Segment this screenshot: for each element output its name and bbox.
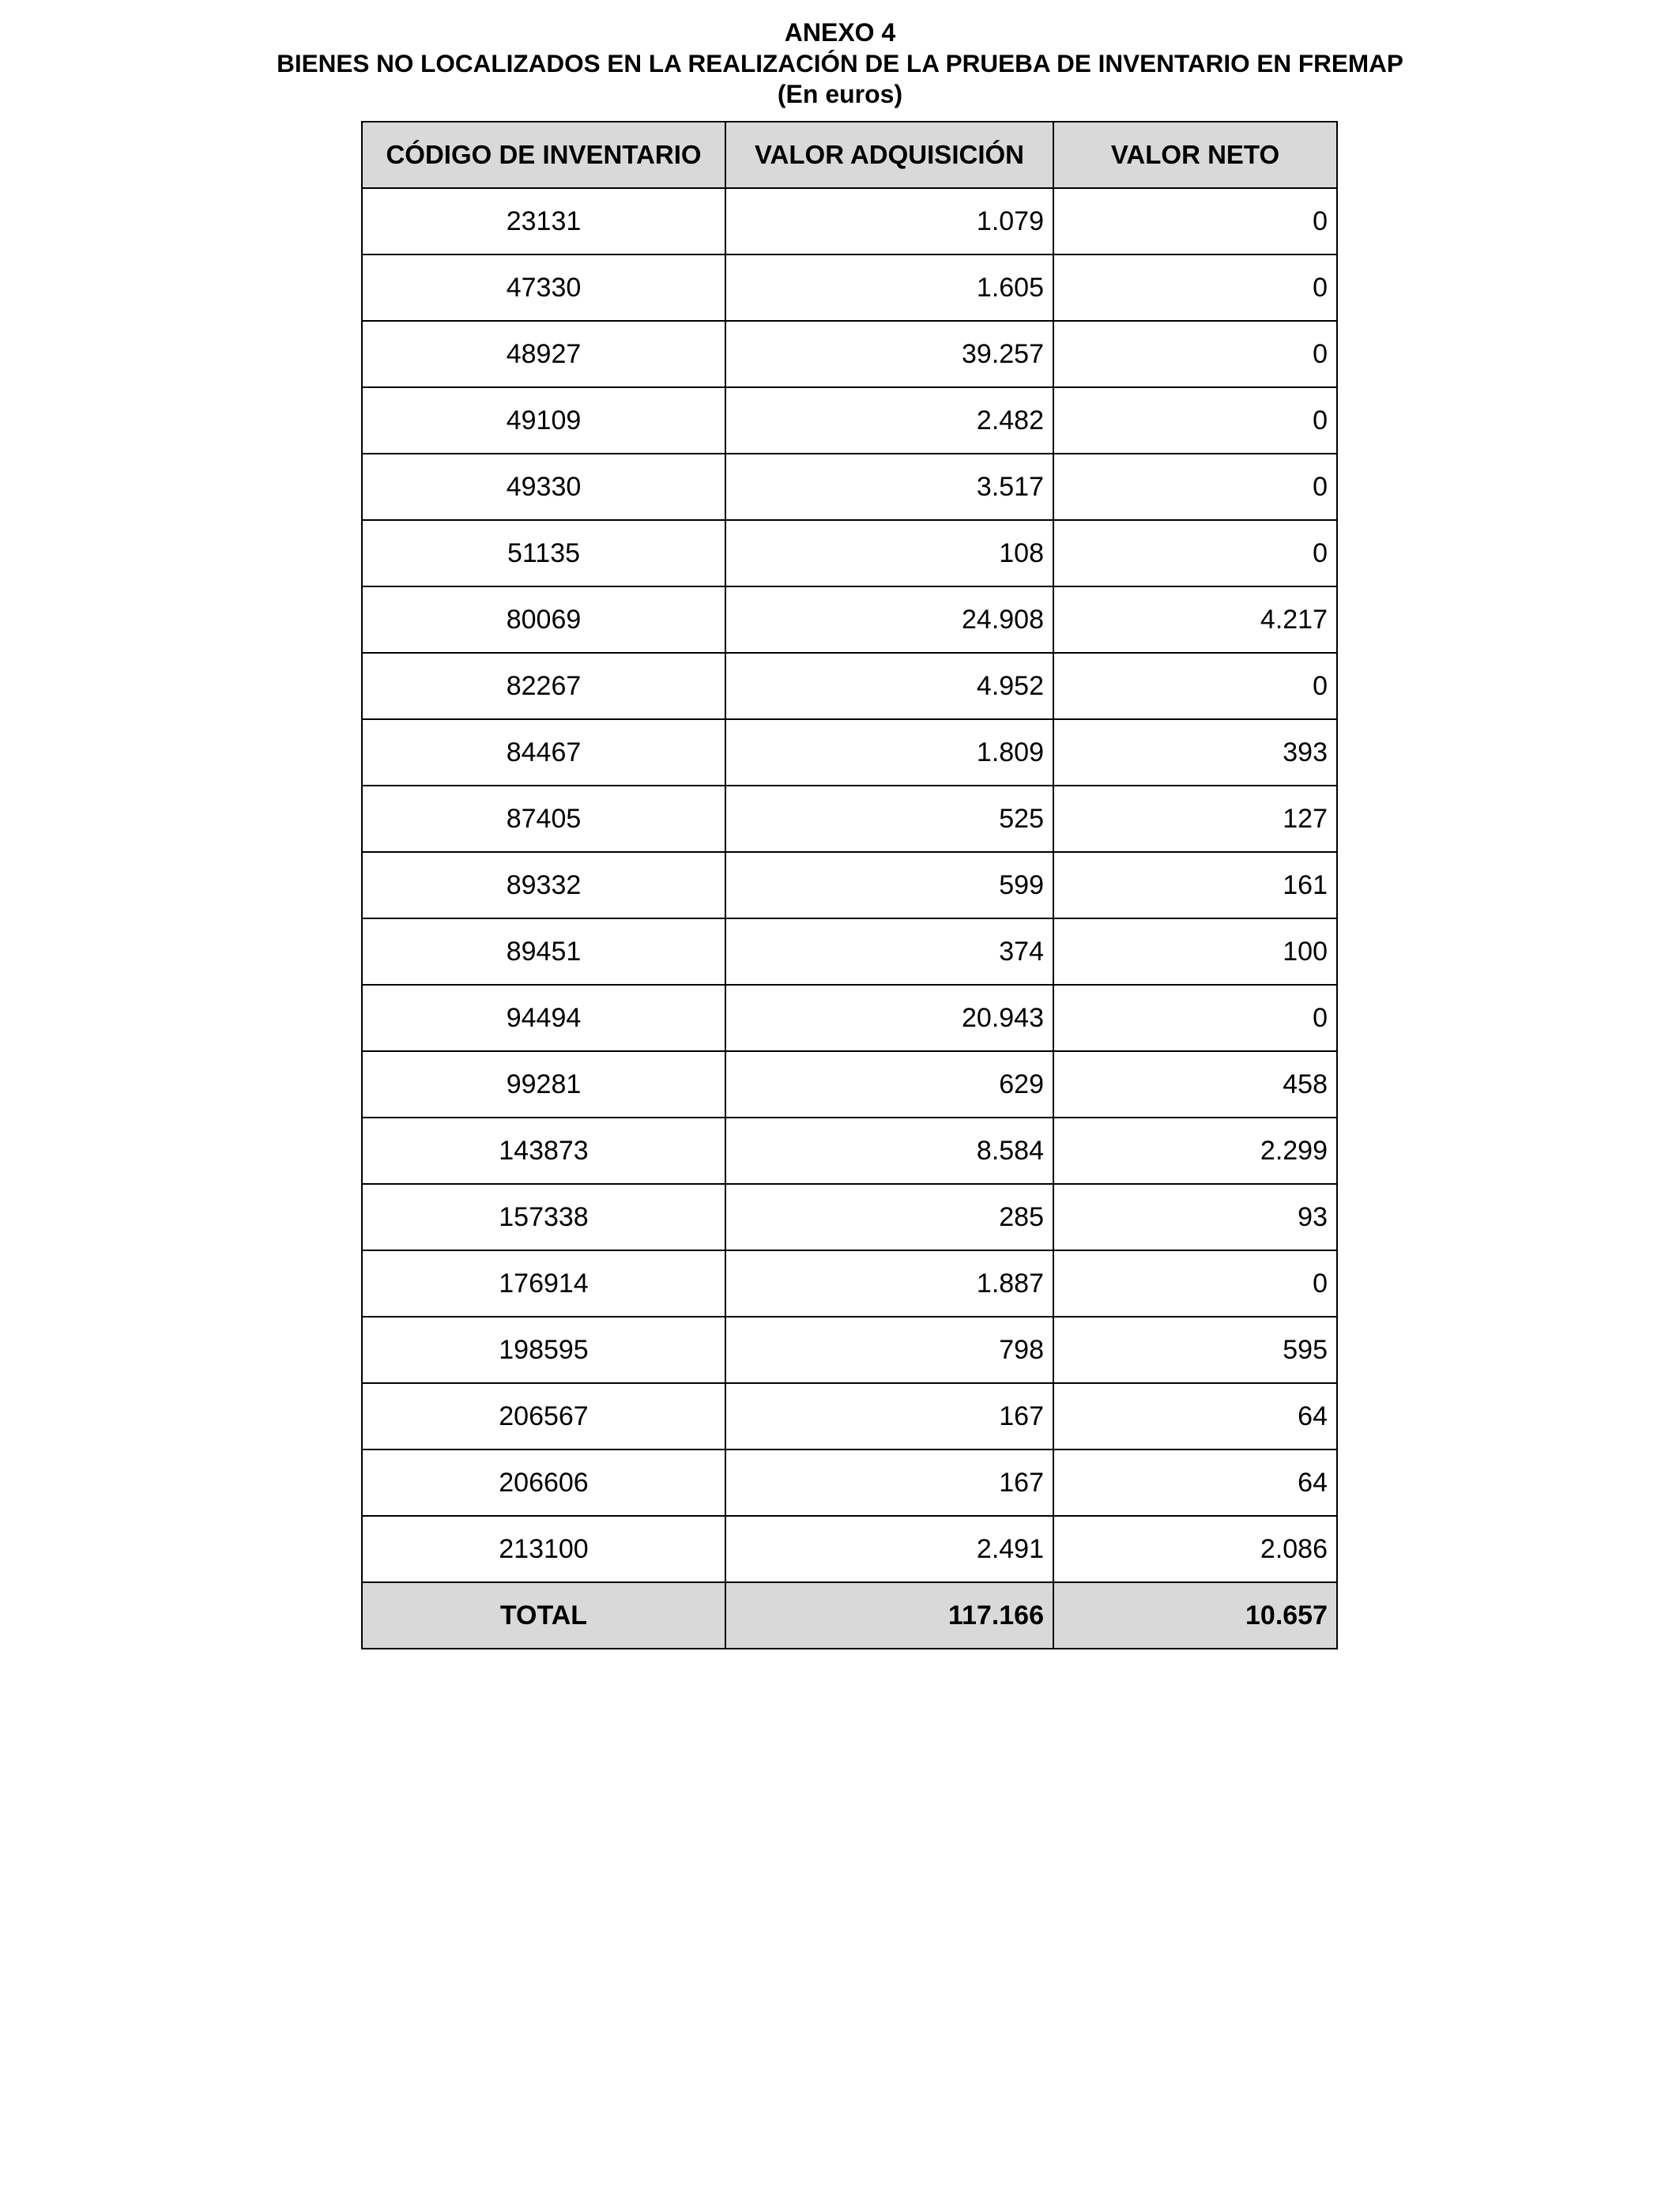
acquisition-value-cell: 599 — [725, 852, 1053, 918]
table-row — [362, 1118, 1337, 1184]
code-cell: 94494 — [362, 985, 725, 1051]
table-row — [362, 387, 1337, 454]
net-value-cell: 4.217 — [1053, 586, 1337, 653]
net-value-cell: 100 — [1053, 918, 1337, 985]
code-cell: 51135 — [362, 520, 725, 586]
document-title: BIENES NO LOCALIZADOS EN LA REALIZACIÓN DE LA PRUEBA DE INVENTARIO EN FREMAP — [277, 49, 1403, 77]
acquisition-value-cell: 629 — [725, 1051, 1053, 1118]
net-value-cell: 0 — [1053, 254, 1337, 321]
annex-label: ANEXO 4 — [784, 18, 896, 47]
net-value-cell: 0 — [1053, 387, 1337, 454]
acquisition-value-cell: 374 — [725, 918, 1053, 985]
code-cell: 213100 — [362, 1516, 725, 1582]
column-header-acquisition: VALOR ADQUISICIÓN — [725, 122, 1053, 188]
table-row — [362, 321, 1337, 387]
total-row — [362, 1582, 1337, 1649]
total-acquisition: 117.166 — [725, 1582, 1053, 1649]
table-row — [362, 586, 1337, 653]
net-value-cell: 0 — [1053, 454, 1337, 520]
table-header-row — [362, 122, 1337, 188]
inventory-table — [361, 121, 1338, 1649]
net-value-cell: 127 — [1053, 786, 1337, 852]
code-cell: 89332 — [362, 852, 725, 918]
acquisition-value-cell: 167 — [725, 1383, 1053, 1449]
code-cell: 157338 — [362, 1184, 725, 1250]
code-cell: 176914 — [362, 1250, 725, 1317]
net-value-cell: 161 — [1053, 852, 1337, 918]
net-value-cell: 0 — [1053, 188, 1337, 254]
acquisition-value-cell: 2.491 — [725, 1516, 1053, 1582]
net-value-cell: 0 — [1053, 985, 1337, 1051]
acquisition-value-cell: 285 — [725, 1184, 1053, 1250]
acquisition-value-cell: 167 — [725, 1449, 1053, 1516]
code-cell: 82267 — [362, 653, 725, 719]
table-row — [362, 852, 1337, 918]
code-cell: 198595 — [362, 1317, 725, 1383]
acquisition-value-cell: 20.943 — [725, 985, 1053, 1051]
document-header — [0, 17, 1680, 110]
acquisition-value-cell: 8.584 — [725, 1118, 1053, 1184]
net-value-cell: 595 — [1053, 1317, 1337, 1383]
acquisition-value-cell: 1.809 — [725, 719, 1053, 786]
code-cell: 49109 — [362, 387, 725, 454]
acquisition-value-cell: 1.605 — [725, 254, 1053, 321]
table-row — [362, 918, 1337, 985]
acquisition-value-cell: 1.887 — [725, 1250, 1053, 1317]
code-cell: 23131 — [362, 188, 725, 254]
acquisition-value-cell: 24.908 — [725, 586, 1053, 653]
net-value-cell: 393 — [1053, 719, 1337, 786]
net-value-cell: 0 — [1053, 653, 1337, 719]
table-row — [362, 520, 1337, 586]
code-cell: 206606 — [362, 1449, 725, 1516]
table-body — [362, 188, 1337, 1582]
net-value-cell: 64 — [1053, 1449, 1337, 1516]
total-label: TOTAL — [362, 1582, 725, 1649]
table-row — [362, 786, 1337, 852]
acquisition-value-cell: 4.952 — [725, 653, 1053, 719]
table-row — [362, 1516, 1337, 1582]
acquisition-value-cell: 2.482 — [725, 387, 1053, 454]
net-value-cell: 458 — [1053, 1051, 1337, 1118]
code-cell: 206567 — [362, 1383, 725, 1449]
table-row — [362, 719, 1337, 786]
currency-unit: (En euros) — [777, 80, 903, 108]
table-row — [362, 653, 1337, 719]
code-cell: 47330 — [362, 254, 725, 321]
acquisition-value-cell: 525 — [725, 786, 1053, 852]
table-row — [362, 1383, 1337, 1449]
table-row — [362, 188, 1337, 254]
column-header-net: VALOR NETO — [1053, 122, 1337, 188]
net-value-cell: 64 — [1053, 1383, 1337, 1449]
acquisition-value-cell: 3.517 — [725, 454, 1053, 520]
code-cell: 84467 — [362, 719, 725, 786]
net-value-cell: 0 — [1053, 520, 1337, 586]
net-value-cell: 2.299 — [1053, 1118, 1337, 1184]
table-row — [362, 1449, 1337, 1516]
code-cell: 87405 — [362, 786, 725, 852]
code-cell: 143873 — [362, 1118, 725, 1184]
code-cell: 99281 — [362, 1051, 725, 1118]
acquisition-value-cell: 108 — [725, 520, 1053, 586]
net-value-cell: 0 — [1053, 321, 1337, 387]
net-value-cell: 93 — [1053, 1184, 1337, 1250]
acquisition-value-cell: 1.079 — [725, 188, 1053, 254]
table-row — [362, 1184, 1337, 1250]
table-row — [362, 1317, 1337, 1383]
net-value-cell: 2.086 — [1053, 1516, 1337, 1582]
net-value-cell: 0 — [1053, 1250, 1337, 1317]
table-row — [362, 1250, 1337, 1317]
code-cell: 48927 — [362, 321, 725, 387]
acquisition-value-cell: 798 — [725, 1317, 1053, 1383]
table-row — [362, 1051, 1337, 1118]
code-cell: 49330 — [362, 454, 725, 520]
table-row — [362, 454, 1337, 520]
code-cell: 89451 — [362, 918, 725, 985]
column-header-code: CÓDIGO DE INVENTARIO — [362, 122, 725, 188]
table-row — [362, 254, 1337, 321]
total-net: 10.657 — [1053, 1582, 1337, 1649]
acquisition-value-cell: 39.257 — [725, 321, 1053, 387]
code-cell: 80069 — [362, 586, 725, 653]
table-row — [362, 985, 1337, 1051]
